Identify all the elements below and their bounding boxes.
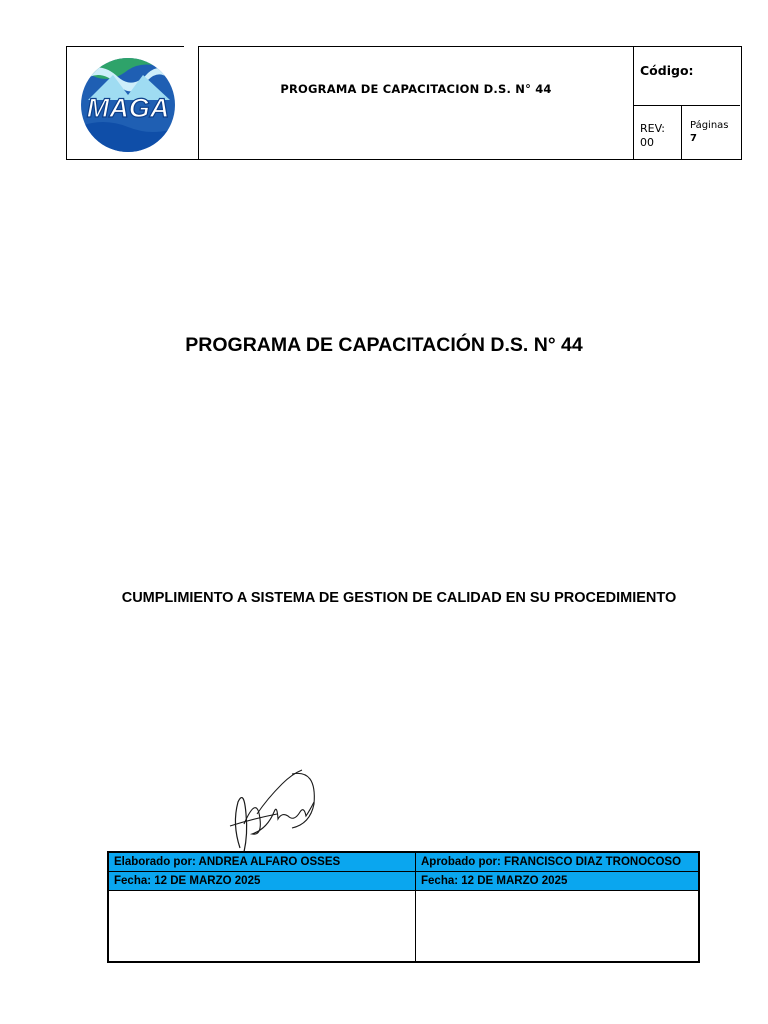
codigo-cell <box>634 47 740 106</box>
document-subtitle: CUMPLIMIENTO A SISTEMA DE GESTION DE CALIDAD EN SU PROCEDIMIENTO <box>121 590 677 606</box>
fecha-elaborado: Fecha: 12 DE MARZO 2025 <box>109 872 416 891</box>
paginas-value: 7 <box>690 133 697 144</box>
header-title-cell <box>199 47 634 159</box>
logo-cell <box>66 47 199 159</box>
document-header <box>66 46 742 160</box>
rev-label: REV: <box>640 122 665 135</box>
codigo-label: Código: <box>640 63 694 78</box>
logo-text: MAGA <box>86 93 170 123</box>
maga-logo <box>78 55 178 155</box>
firma-aprobado-cell <box>416 891 698 961</box>
document-title: PROGRAMA DE CAPACITACIÓN D.S. N° 44 <box>185 334 583 356</box>
fecha-aprobado: Fecha: 12 DE MARZO 2025 <box>416 872 698 891</box>
approval-table <box>107 851 700 963</box>
aprobado-por: Aprobado por: FRANCISCO DIAZ TRONOCOSO <box>416 853 698 872</box>
rev-cell <box>634 106 682 159</box>
firma-elaborado-cell <box>109 891 416 961</box>
signature <box>222 764 322 856</box>
header-meta <box>634 47 742 159</box>
paginas-cell <box>682 106 740 159</box>
elaborado-por: Elaborado por: ANDREA ALFARO OSSES <box>109 853 416 872</box>
rev-value: 00 <box>640 136 654 149</box>
header-title: PROGRAMA DE CAPACITACION D.S. N° 44 <box>280 82 552 96</box>
paginas-label: Páginas <box>690 120 729 131</box>
